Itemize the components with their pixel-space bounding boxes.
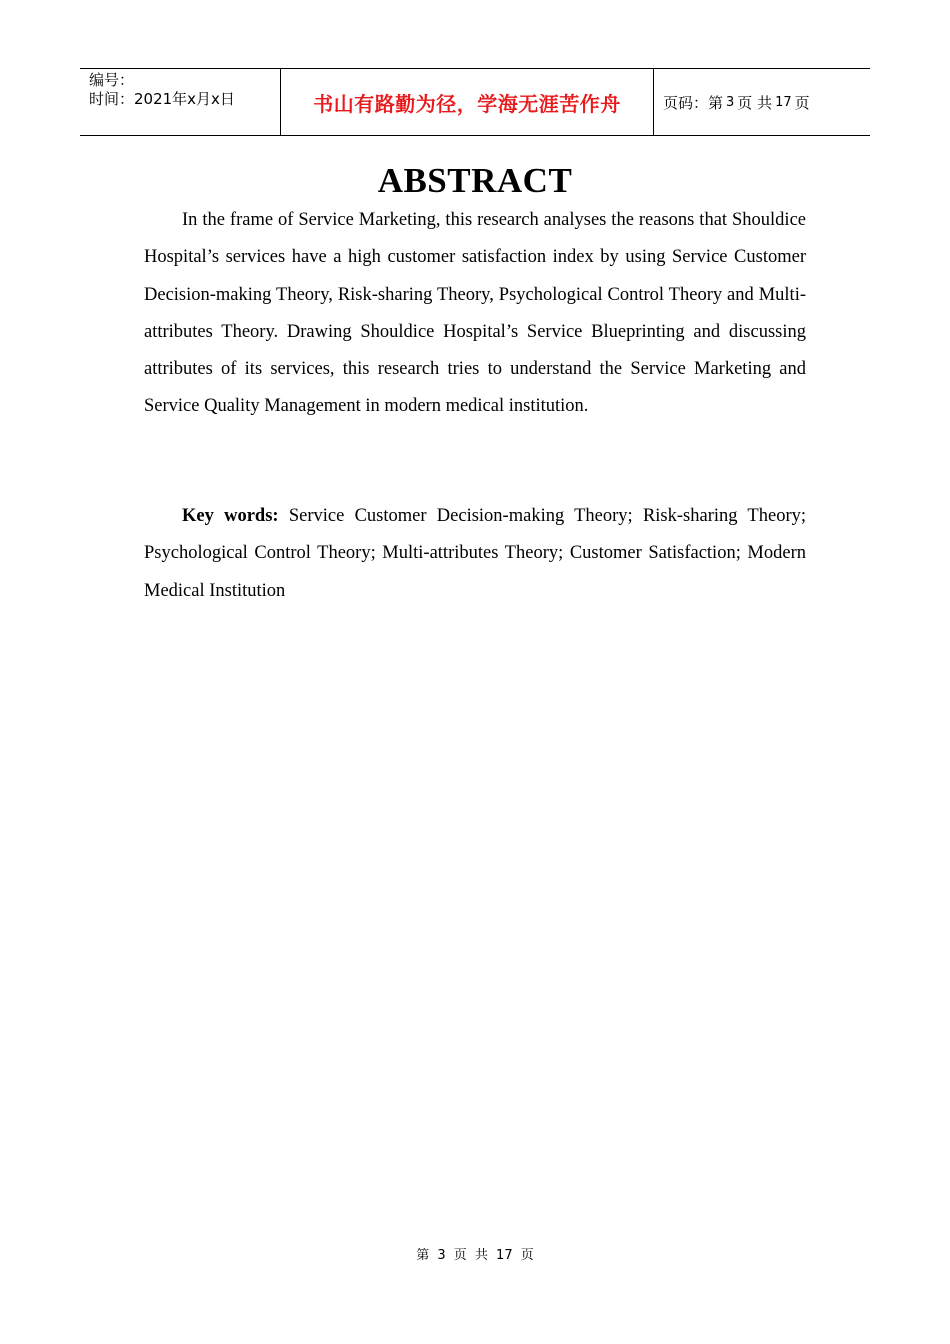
page-prefix: 页码：第 (663, 93, 724, 112)
page-total: 17 (775, 94, 792, 110)
page-current: 3 (726, 94, 735, 110)
page-header (80, 68, 870, 136)
keywords-paragraph (144, 498, 806, 610)
abstract-paragraph: In the frame of Service Marketing, this research analyses the reasons that Shouldice Hospital’s services have a high customer satisfaction index by using Service Customer Decision-making Theory, Risk-sharing Theory, Psychological Control Theory and Multi-attributes Theory. Drawing Shouldice Hospital’s Service Blueprinting and discussing attributes of its services, this research tries to understand the Service Marketing and Service Quality Management in modern medical institution. (144, 210, 806, 417)
abstract-body (144, 202, 806, 426)
page-footer: 第 3 页 共 17 页 (416, 1248, 534, 1263)
header-page-info (654, 69, 870, 135)
page-middle: 页 共 (737, 93, 773, 112)
date-label: 时间：2021年x月x日 (89, 90, 235, 108)
keywords-label: Key words: (182, 506, 279, 526)
page-suffix: 页 (794, 93, 810, 112)
header-meta (80, 69, 281, 135)
header-motto: 书山有路勤为径，学海无涯苦作舟 (281, 69, 654, 135)
number-label: 编号： (89, 71, 135, 89)
keywords-list: Service Customer Decision-making Theory; Risk-sharing Theory; Psychological Control Theory; Multi-attributes Theory; Customer Satisfaction; Modern Medical Institution (144, 506, 806, 601)
keywords-section (144, 498, 806, 610)
page-title: ABSTRACT (377, 161, 573, 200)
